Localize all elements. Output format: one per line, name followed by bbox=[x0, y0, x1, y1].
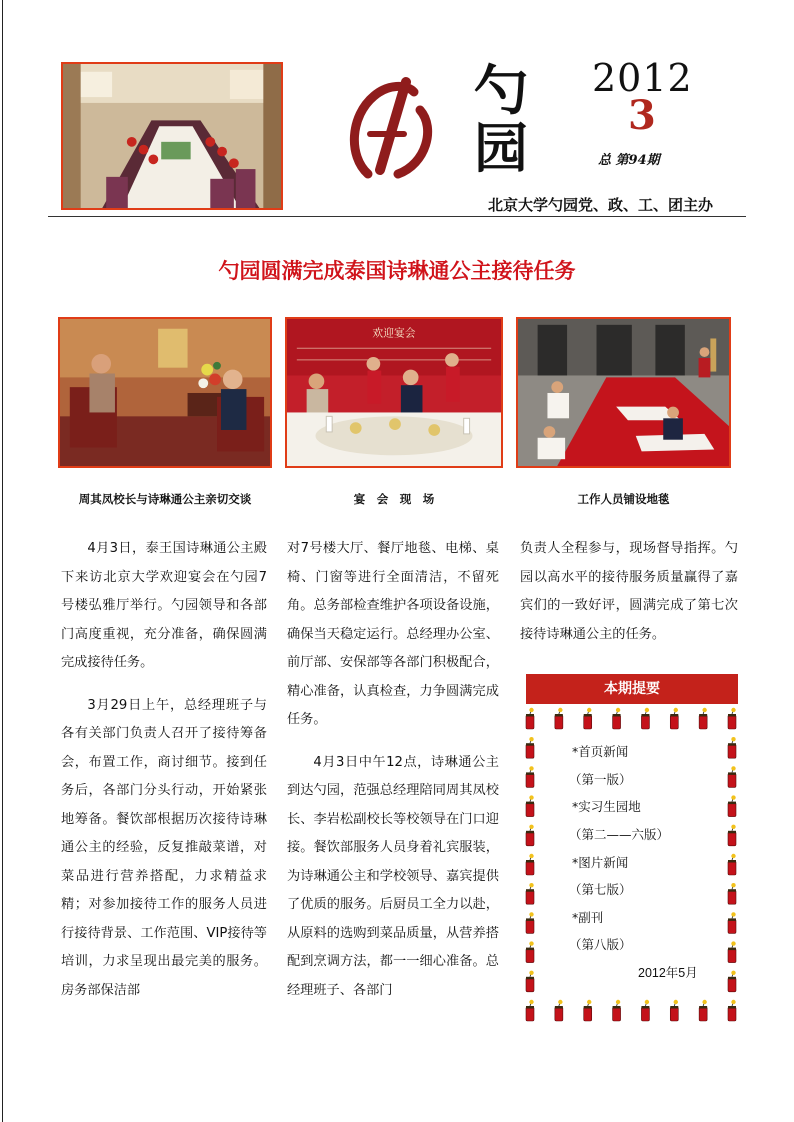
masthead-rule bbox=[48, 216, 746, 217]
issue-year: 2012 bbox=[592, 56, 693, 100]
article-column-2 bbox=[287, 535, 499, 1005]
article-paragraph: 对7号楼大厅、餐厅地毯、电梯、桌椅、门窗等进行全面清洁，不留死角。总务部检查维护各项设备设施，确保当天稳定运行。总经理办公室、前厅部、安保部等各部门积极配合，精心准备，认真检查，力争圆满完成任务。 bbox=[287, 541, 499, 727]
banner-line-1: 欢迎宴会 bbox=[372, 326, 416, 340]
article-paragraph: 4月3日，泰王国诗琳通公主殿下来访北京大学欢迎宴会在勺园7号楼弘雅厅举行。勺园领导和各部门高度重视，充分准备，确保圆满完成接待任务。 bbox=[61, 541, 267, 670]
firecracker-icon bbox=[670, 708, 678, 729]
issue-number: 总 第94期 bbox=[598, 153, 660, 168]
firecracker-icon bbox=[728, 971, 736, 992]
caption-photo-2: 宴 会 现 场 bbox=[353, 492, 435, 506]
firecracker-icon bbox=[555, 708, 563, 729]
contents-item: *图片新闻 bbox=[572, 855, 629, 870]
firecracker-icon bbox=[526, 941, 534, 962]
firecracker-icon bbox=[728, 1000, 736, 1021]
contents-item: *副刊 bbox=[572, 910, 604, 925]
firecracker-icon bbox=[613, 1000, 621, 1021]
firecracker-icon bbox=[526, 825, 534, 846]
article-paragraph: 3月29日上午，总经理班子与各有关部门负责人召开了接待筹备会，布置工作，商讨细节。接到任务后，各部门分头行动，开始紧张地筹备。餐饮部根据历次接待诗琳通公主的经验，反复推敲菜谱，对菜品进行营养搭配，力求精益求精；对参加接待工作的服务人员进行接待背景、工作范围、VIP接待等培训，力求呈现出最完美的服务。房务部保洁部 bbox=[61, 697, 267, 998]
firecracker-icon bbox=[584, 708, 592, 729]
meeting-room-photo bbox=[61, 62, 283, 210]
contents-item: *实习生园地 bbox=[572, 799, 641, 814]
article-paragraph: 4月3日中午12点，诗琳通公主到达勺园，范强总经理陪同周其凤校长、李岩松副校长等校领导在门口迎接。餐饮部服务人员身着礼宾服装，为诗琳通公主和学校领导、嘉宾提供了优质的服务。后厨员工全力以赴，从原料的选购到菜品质量，从营养搭配到烹调方法，都一一细心准备。总经理班子、各部门 bbox=[287, 754, 499, 998]
firecracker-icon bbox=[526, 1000, 534, 1021]
contents-date: 2012年5月 bbox=[638, 966, 698, 980]
caption-photo-3: 工作人员铺设地毯 bbox=[577, 492, 670, 506]
contents-item: （第八版） bbox=[569, 937, 632, 952]
firecracker-icon bbox=[526, 912, 534, 933]
firecracker-icon bbox=[728, 766, 736, 787]
contents-item: *首页新闻 bbox=[572, 744, 629, 759]
firecracker-icon bbox=[584, 1000, 592, 1021]
firecracker-icon bbox=[526, 737, 534, 758]
article-paragraph: 负责人全程参与，现场督导指挥。勺园以高水平的接待服务质量赢得了嘉宾们的一致好评，圆满完成了第七次接待诗琳通公主的任务。 bbox=[520, 541, 738, 642]
firecracker-icon bbox=[699, 1000, 707, 1021]
masthead-title-char-2: 园 bbox=[474, 116, 528, 180]
firecracker-icon bbox=[641, 708, 649, 729]
firecracker-icon bbox=[728, 795, 736, 816]
firecracker-icon bbox=[641, 1000, 649, 1021]
contents-item: （第一版） bbox=[569, 772, 632, 787]
firecracker-icon bbox=[526, 883, 534, 904]
president-meeting-photo bbox=[58, 317, 272, 468]
firecracker-icon bbox=[699, 708, 707, 729]
firecracker-icon bbox=[670, 1000, 678, 1021]
red-carpet-photo bbox=[516, 317, 731, 468]
firecracker-icon bbox=[728, 912, 736, 933]
banquet-photo bbox=[285, 317, 503, 468]
firecracker-icon bbox=[526, 766, 534, 787]
shaoyuan-logo bbox=[340, 74, 440, 182]
firecracker-icon bbox=[526, 708, 534, 729]
issue-month: 3 bbox=[628, 92, 656, 139]
firecracker-icon bbox=[728, 708, 736, 729]
firecracker-icon bbox=[728, 941, 736, 962]
firecracker-icon bbox=[526, 971, 534, 992]
firecracker-icon bbox=[728, 825, 736, 846]
firecracker-border bbox=[518, 706, 744, 1028]
firecracker-icon bbox=[728, 854, 736, 875]
firecracker-icon bbox=[526, 795, 534, 816]
page-edge bbox=[2, 0, 3, 1122]
publisher-line: 北京大学勺园党、政、工、团主办 bbox=[488, 196, 714, 214]
article-column-1 bbox=[61, 535, 267, 1005]
masthead-title-char-1: 勺 bbox=[474, 58, 528, 122]
firecracker-icon bbox=[728, 737, 736, 758]
article-column-3 bbox=[520, 535, 738, 649]
headline: 勺园圆满完成泰国诗琳通公主接待任务 bbox=[218, 258, 576, 283]
caption-photo-1: 周其凤校长与诗琳通公主亲切交谈 bbox=[78, 492, 252, 506]
firecracker-icon bbox=[613, 708, 621, 729]
firecracker-icon bbox=[526, 854, 534, 875]
firecracker-icon bbox=[555, 1000, 563, 1021]
contents-item: （第七版） bbox=[569, 882, 632, 897]
firecracker-icon bbox=[728, 883, 736, 904]
contents-item: （第二——六版） bbox=[569, 827, 670, 842]
contents-title: 本期提要 bbox=[526, 674, 738, 704]
